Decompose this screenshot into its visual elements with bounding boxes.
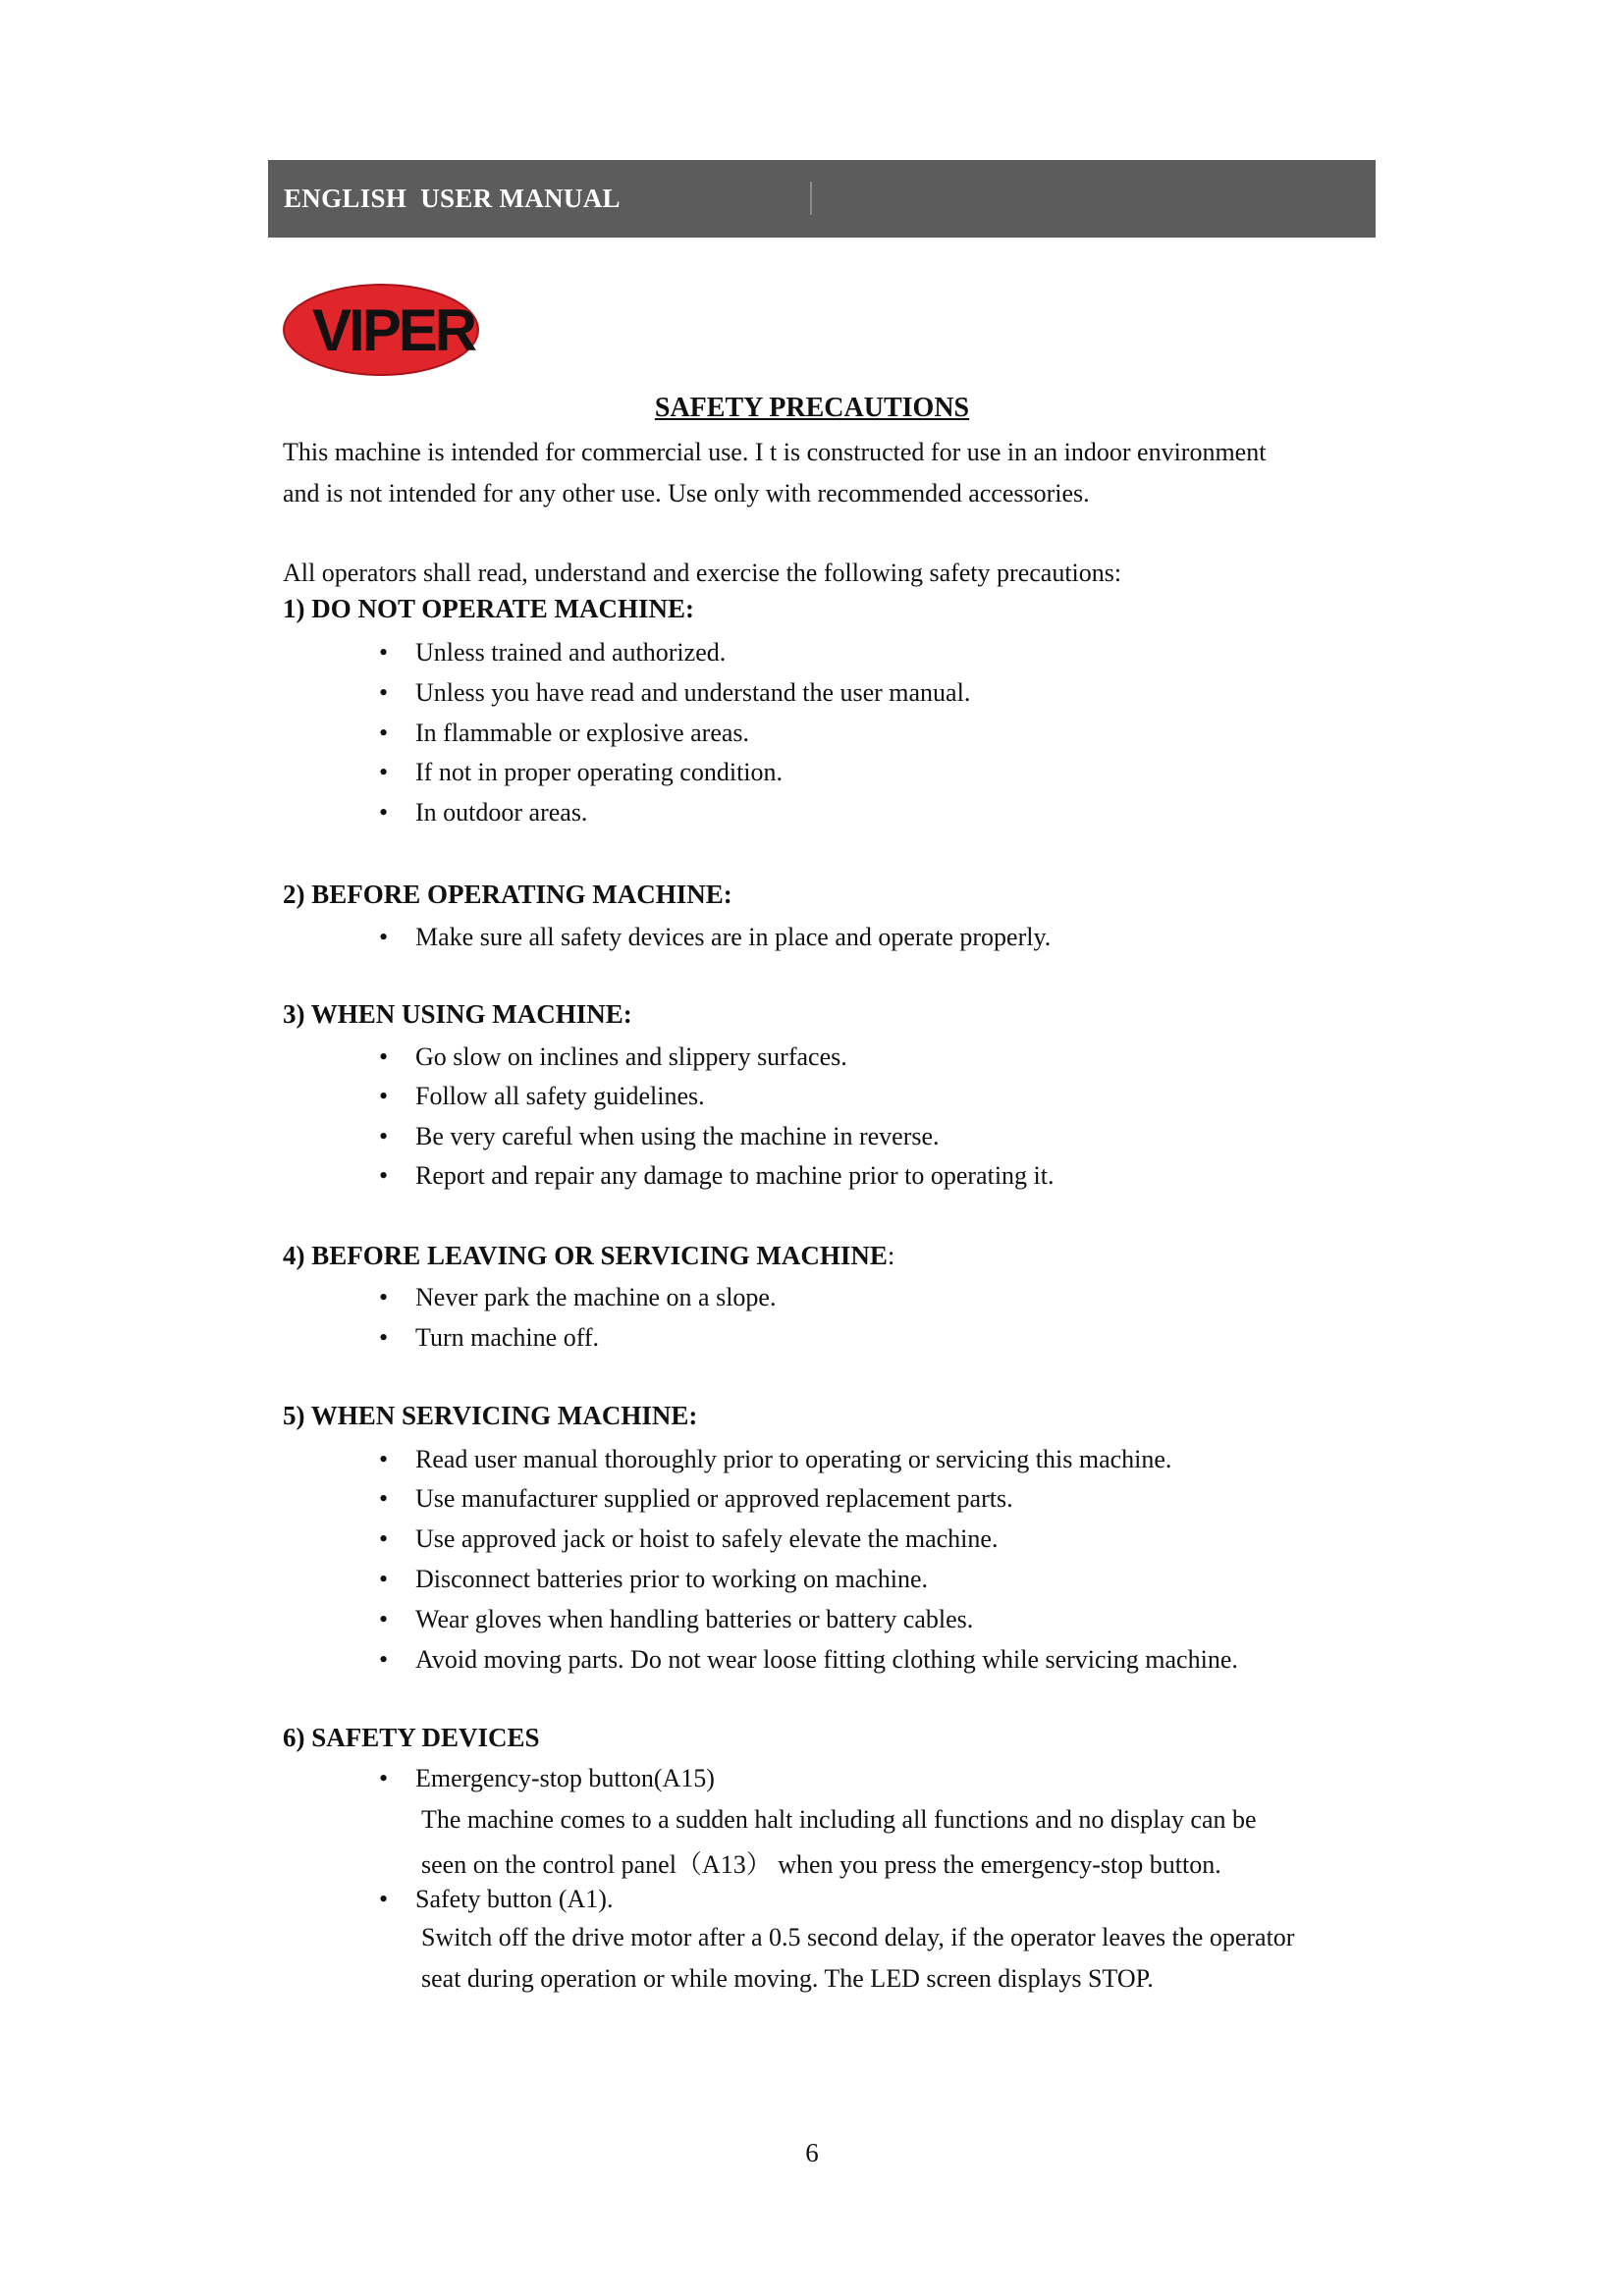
- section-heading-3: 3) WHEN USING MACHINE:: [283, 999, 632, 1029]
- bullet-marker: •: [379, 1605, 389, 1633]
- section-heading-5: 5) WHEN SERVICING MACHINE:: [283, 1401, 698, 1430]
- bullet-marker: •: [379, 1885, 389, 1913]
- list-item: Unless you have read and understand the user manual.: [415, 678, 971, 707]
- list-item: Unless trained and authorized.: [415, 638, 727, 667]
- list-item-description: seat during operation or while moving. The LED screen displays STOP.: [421, 1964, 1154, 1993]
- list-item: If not in proper operating condition.: [415, 758, 784, 786]
- list-item: In flammable or explosive areas.: [415, 719, 750, 747]
- intro-line-2: and is not intended for any other use. Use only with recommended accessories.: [283, 479, 1090, 507]
- section-heading-1: 1) DO NOT OPERATE MACHINE:: [283, 594, 695, 623]
- bullet-marker: •: [379, 1764, 389, 1792]
- logo-text: VIPER: [312, 297, 475, 363]
- bullet-marker: •: [379, 758, 389, 786]
- list-item-description: Switch off the drive motor after a 0.5 second delay, if the operator leaves the operator: [421, 1923, 1295, 1951]
- bullet-marker: •: [379, 923, 389, 951]
- bullet-marker: •: [379, 1161, 389, 1190]
- list-item: Never park the machine on a slope.: [415, 1283, 777, 1311]
- list-item: Turn machine off.: [415, 1323, 600, 1352]
- bullet-marker: •: [379, 798, 389, 827]
- list-item: Use manufacturer supplied or approved replacement parts.: [415, 1484, 1013, 1513]
- bullet-marker: •: [379, 1565, 389, 1593]
- header-divider: [810, 182, 812, 215]
- list-item: In outdoor areas.: [415, 798, 588, 827]
- list-item-label: Emergency-stop button(A15): [415, 1764, 715, 1792]
- page-number: 6: [805, 2138, 819, 2167]
- list-item-label: Safety button (A1).: [415, 1885, 614, 1913]
- bullet-marker: •: [379, 678, 389, 707]
- list-item: Wear gloves when handling batteries or battery cables.: [415, 1605, 974, 1633]
- list-item: Go slow on inclines and slippery surfaces.: [415, 1042, 847, 1071]
- bullet-marker: •: [379, 1082, 389, 1110]
- viper-logo: [283, 280, 548, 380]
- list-item: Read user manual thoroughly prior to operating or servicing this machine.: [415, 1445, 1172, 1473]
- section-heading-6: 6) SAFETY DEVICES: [283, 1723, 540, 1752]
- section-heading-4: [283, 1241, 894, 1271]
- section-heading-2: 2) BEFORE OPERATING MACHINE:: [283, 880, 732, 909]
- list-item-description: The machine comes to a sudden halt including all functions and no display can be: [421, 1805, 1257, 1834]
- header-bar: [268, 160, 1376, 238]
- section-heading-4-text: 4) BEFORE LEAVING OR SERVICING MACHINE: [283, 1241, 888, 1270]
- bullet-marker: •: [379, 1042, 389, 1071]
- bullet-marker: •: [379, 638, 389, 667]
- bullet-marker: •: [379, 1524, 389, 1553]
- bullet-marker: •: [379, 1323, 389, 1352]
- intro-line-1: This machine is intended for commercial use. I t is constructed for use in an indoor environment: [283, 438, 1267, 466]
- bullet-marker: •: [379, 1645, 389, 1674]
- list-item: Report and repair any damage to machine prior to operating it.: [415, 1161, 1055, 1190]
- list-item: Avoid moving parts. Do not wear loose fitting clothing while servicing machine.: [415, 1645, 1238, 1674]
- list-item: Make sure all safety devices are in place and operate properly.: [415, 923, 1052, 951]
- bullet-marker: •: [379, 1283, 389, 1311]
- bullet-marker: •: [379, 1484, 389, 1513]
- bullet-marker: •: [379, 1122, 389, 1150]
- operators-statement: All operators shall read, understand and exercise the following safety precautions:: [283, 559, 1122, 587]
- section-heading-4-colon: :: [887, 1241, 895, 1270]
- manual-title: ENGLISH USER MANUAL: [284, 184, 621, 213]
- list-item: Disconnect batteries prior to working on machine.: [415, 1565, 929, 1593]
- page-title: SAFETY PRECAUTIONS: [654, 393, 970, 423]
- intro-paragraph: [283, 432, 1363, 514]
- bullet-marker: •: [379, 1445, 389, 1473]
- bullet-marker: •: [379, 719, 389, 747]
- list-item: Use approved jack or hoist to safely elevate the machine.: [415, 1524, 999, 1553]
- list-item-description: seen on the control panel（A13） when you press the emergency-stop button.: [421, 1850, 1221, 1879]
- list-item: Be very careful when using the machine in reverse.: [415, 1122, 940, 1150]
- list-item: Follow all safety guidelines.: [415, 1082, 705, 1110]
